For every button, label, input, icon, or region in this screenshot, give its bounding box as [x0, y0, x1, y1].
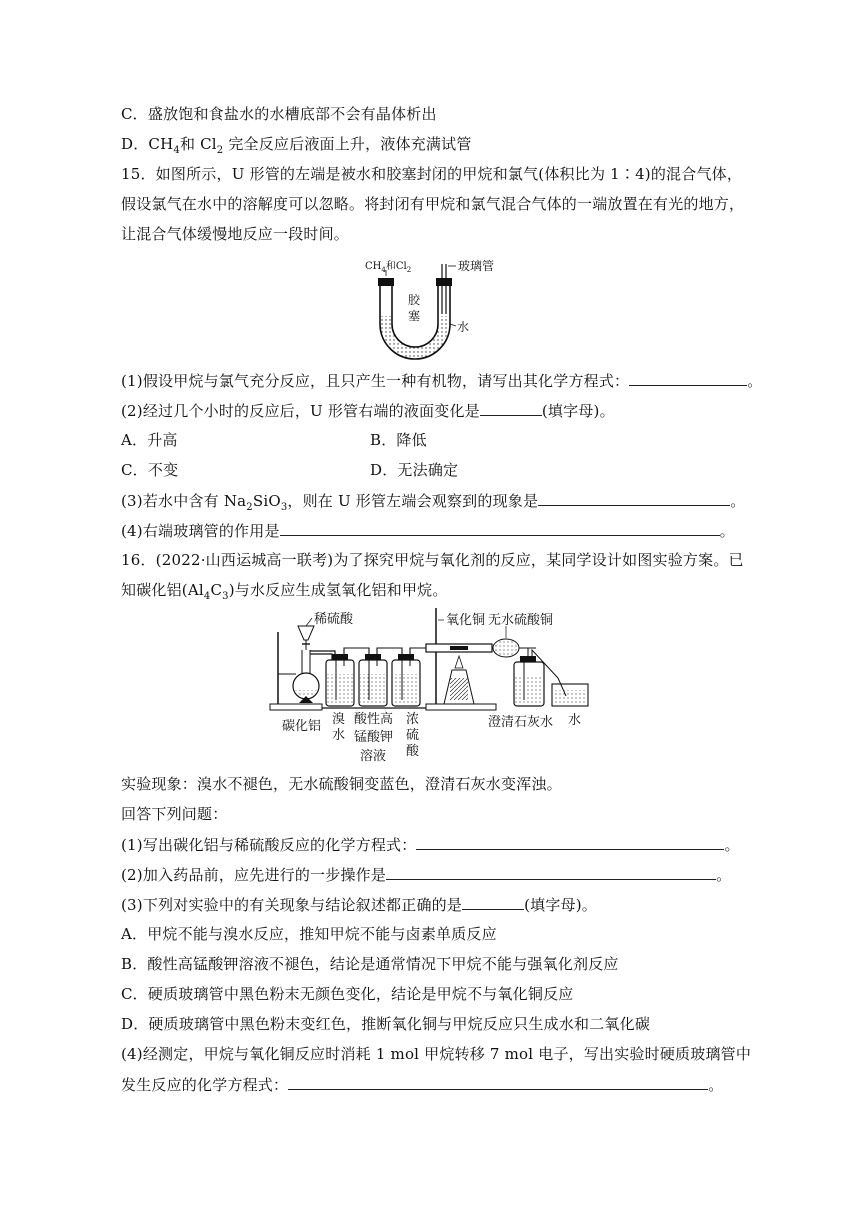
apparatus-figure — [266, 604, 596, 766]
aluminum-carbide-label: 碳化铝 — [282, 719, 322, 734]
q16-part1: (1)写出碳化铝与稀硫酸反应的化学方程式： 。 — [121, 836, 740, 854]
q16-stem-1: 16．(2022·山西运城高一联考)为了探究甲烷与氧化剂的反应，某同学设计如图实验方案。已 — [121, 551, 744, 569]
answer-blank[interactable] — [480, 400, 542, 416]
answer-blank[interactable] — [386, 864, 716, 880]
q15-part4: (4)右端玻璃管的作用是 。 — [121, 522, 735, 540]
dilute-sulfuric-acid-label: 稀硫酸 — [314, 612, 354, 627]
glass-tube-label: 玻璃管 — [458, 259, 495, 273]
q16-stem-2: 知碳化铝$(Al_4C_3)$与水反应生成氢氧化铝和甲烷。 — [121, 581, 448, 602]
option-c-line: C．盛放饱和食盐水的水槽底部不会有晶体析出 — [121, 105, 437, 123]
conc-sulfuric-label-2: 硫 — [406, 728, 420, 743]
copper-oxide-label: 氧化铜 — [446, 613, 486, 628]
q15-option-a: A．升高 — [121, 431, 178, 449]
stopper-label-1: 胶 — [408, 293, 421, 307]
answer-blank[interactable] — [538, 490, 730, 506]
q15-part1: (1)假设甲烷与氯气充分反应，且只产生一种有机物，请写出其化学方程式： 。 — [121, 372, 763, 390]
limewater-label: 澄清石灰水 — [488, 715, 554, 730]
answer-blank[interactable] — [416, 834, 724, 850]
q15-part2: (2)经过几个小时的反应后，U 形管右端的液面变化是 (填字母)。 — [121, 402, 615, 420]
q16-part3: (3)下列对实验中的有关现象与结论叙述都正确的是 (填字母)。 — [121, 896, 597, 914]
answer-blank[interactable] — [462, 894, 524, 910]
bromine-water-label-2: 水 — [332, 728, 346, 743]
conc-sulfuric-label-3: 酸 — [406, 744, 420, 759]
answer-blank[interactable] — [629, 370, 747, 386]
q16-option-c: C．硬质玻璃管中黑色粉末无颜色变化，结论是甲烷不与氧化铜反应 — [121, 985, 574, 1003]
q16-option-d: D．硬质玻璃管中黑色粉末变红色，推断氧化铜与甲烷反应只生成水和二氧化碳 — [121, 1015, 651, 1033]
kmno4-label-3: 溶液 — [360, 749, 387, 764]
q15-stem-1: 15．如图所示，U 形管的左端是被水和胶塞封闭的甲烷和氯气(体积比为 1∶4)的混合气体， — [121, 165, 743, 183]
option-d-line: D．$CH_4$和 $Cl_2$ 完全反应后液面上升，液体充满试管 — [121, 135, 472, 156]
water-trough-label: 水 — [568, 713, 582, 728]
q16-option-b: B．酸性高锰酸钾溶液不褪色，结论是通常情况下甲烷不能与强氧化剂反应 — [121, 955, 619, 973]
q15-option-d: D．无法确定 — [370, 461, 459, 479]
q15-stem-2: 假设氯气在水中的溶解度可以忽略。将封闭有甲烷和氯气混合气体的一端放置在有光的地方， — [121, 195, 745, 213]
kmno4-label-2: 锰酸钾 — [354, 730, 394, 745]
q15-stem-3: 让混合气体缓慢地反应一段时间。 — [121, 225, 350, 243]
q16-answer-prompt: 回答下列问题： — [121, 805, 228, 823]
q16-part2: (2)加入药品前，应先进行的一步操作是 。 — [121, 866, 732, 884]
conc-sulfuric-label-1: 浓 — [406, 712, 420, 727]
q15-part3: (3)若水中含有 $Na_2SiO_3$，则在 U 形管左端会观察到的现象是 。 — [121, 492, 746, 513]
q16-option-a: A．甲烷不能与溴水反应，推知甲烷不能与卤素单质反应 — [121, 925, 497, 943]
answer-blank[interactable] — [288, 1074, 708, 1090]
q16-observation: 实验现象：溴水不褪色，无水硫酸铜变蓝色，澄清石灰水变浑浊。 — [121, 775, 562, 793]
u-tube-figure — [360, 254, 510, 366]
gas-label: $CH_4$和$Cl_2$ — [365, 261, 412, 274]
stopper-label-2: 塞 — [408, 309, 421, 323]
answer-blank[interactable] — [280, 520, 720, 536]
q16-part4-line1: (4)经测定，甲烷与氧化铜反应时消耗 1 mol 甲烷转移 7 mol 电子，写出实验时硬质玻璃管中 — [121, 1045, 752, 1063]
kmno4-label-1: 酸性高 — [354, 712, 394, 727]
q15-option-c: C．不变 — [121, 461, 179, 479]
water-label: 水 — [457, 320, 470, 334]
q16-part4-line2: 发生反应的化学方程式： 。 — [121, 1076, 724, 1094]
anhydrous-copper-sulfate-label: 无水硫酸铜 — [488, 613, 554, 628]
bromine-water-label-1: 溴 — [332, 712, 346, 727]
q15-option-b: B．降低 — [370, 431, 427, 449]
